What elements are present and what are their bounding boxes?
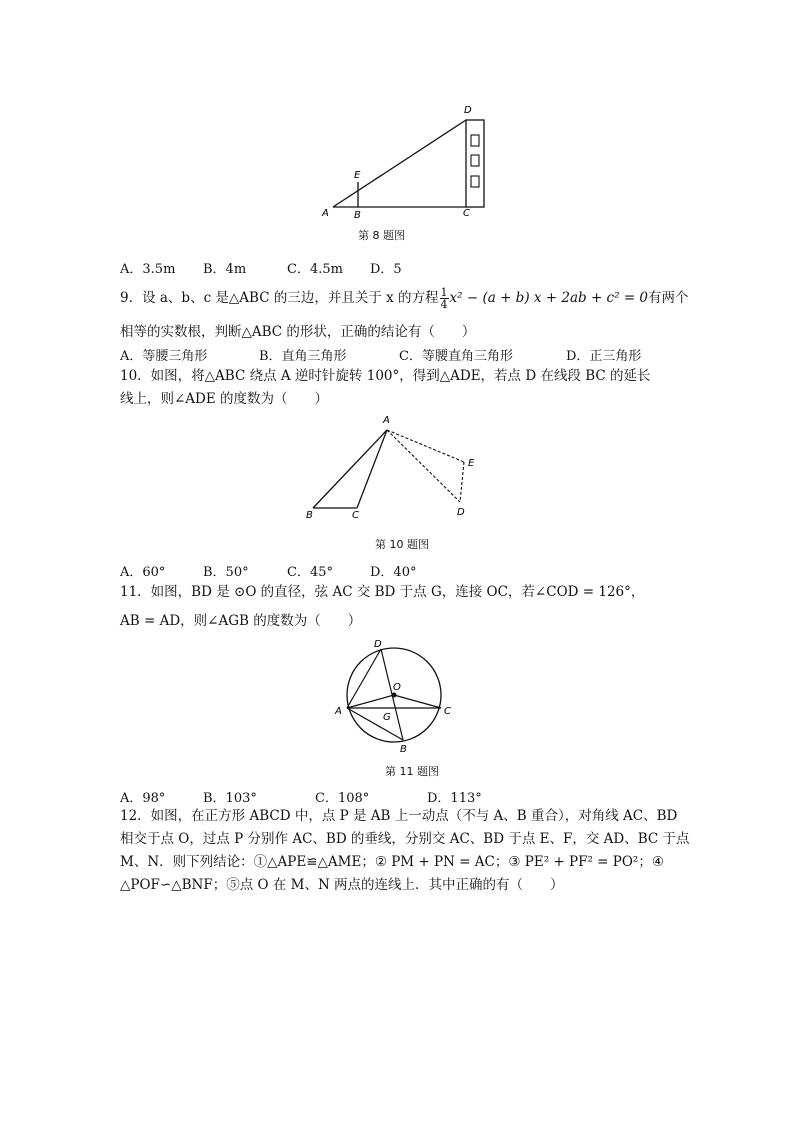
caption-q11: 第 11 题图 xyxy=(385,765,439,778)
caption-q10: 第 10 题图 xyxy=(375,538,429,551)
label-E: E xyxy=(354,170,361,181)
q12-line3: M、N．则下列结论：①△APE≌△AME；② PM + PN = AC；③ PE² + PF² = PO²；④ xyxy=(120,854,664,870)
line-AB xyxy=(313,430,387,508)
option-q8-c[interactable]: C．4.5m xyxy=(287,262,343,277)
q12-line2: 相交于点 O，过点 P 分别作 AC、BD 的垂线，分别交 AC、BD 于点 E、F，交 AD、BC 于点 xyxy=(120,831,690,847)
label-A: A xyxy=(383,415,390,426)
label-C: C xyxy=(444,706,451,717)
q12-line1: 12．如图，在正方形 ABCD 中，点 P 是 AB 上一动点（不与 A、B 重合），对角线 AC、BD xyxy=(120,808,678,824)
option-q9-c[interactable]: C．等腰直角三角形 xyxy=(399,349,513,364)
line-AC xyxy=(357,430,387,508)
caption-q8: 第 8 题图 xyxy=(358,229,405,242)
window-3 xyxy=(471,176,479,187)
q10-line1: 10．如图，将△ABC 绕点 A 逆时针旋转 100°，得到△ADE，若点 D 在线段 BC 的延长 xyxy=(120,368,651,384)
line-AD xyxy=(387,430,460,502)
line-AD xyxy=(333,120,466,207)
label-B: B xyxy=(354,210,361,221)
figure-q11 xyxy=(332,632,462,758)
label-B: B xyxy=(306,510,313,521)
q9-prefix: 9．设 a、b、c 是△ABC 的三边，并且关于 x 的方程 xyxy=(120,290,439,306)
label-C: C xyxy=(463,208,470,219)
label-E: E xyxy=(468,458,475,469)
option-q10-b[interactable]: B．50° xyxy=(203,565,249,580)
option-q10-a[interactable]: A．60° xyxy=(120,565,166,580)
option-q10-c[interactable]: C．45° xyxy=(287,565,333,580)
line-AB xyxy=(347,708,403,740)
option-q11-b[interactable]: B．103° xyxy=(203,791,257,806)
window-2 xyxy=(471,155,479,166)
figure-q10 xyxy=(298,410,498,530)
line-ED xyxy=(460,462,464,502)
label-D: D xyxy=(374,639,382,650)
option-q8-a[interactable]: A．3.5m xyxy=(120,262,176,277)
option-q8-b[interactable]: B．4m xyxy=(203,262,247,277)
window-1 xyxy=(471,135,479,146)
option-q11-a[interactable]: A．98° xyxy=(120,791,166,806)
label-C: C xyxy=(352,510,359,521)
point-O xyxy=(392,693,397,698)
label-A: A xyxy=(322,208,329,219)
label-G: G xyxy=(383,712,391,723)
building xyxy=(466,120,484,207)
figure-q8 xyxy=(310,100,490,224)
q11-line1: 11．如图，BD 是 ⊙O 的直径，弦 AC 交 BD 于点 G，连接 OC，若∠COD = 126°， xyxy=(120,584,645,600)
label-O: O xyxy=(393,682,401,693)
option-q11-d[interactable]: D．113° xyxy=(427,791,482,806)
q9-line2: 相等的实数根，判断△ABC 的形状，正确的结论有（ ） xyxy=(120,324,476,340)
q10-line2: 线上，则∠ADE 的度数为（ ） xyxy=(120,391,329,407)
line-AD xyxy=(347,649,381,708)
q9-suffix: 有两个 xyxy=(648,290,689,306)
label-B: B xyxy=(400,744,407,755)
line-OC xyxy=(394,695,441,708)
q9-frac-den: 4 xyxy=(440,298,448,311)
label-D: D xyxy=(457,507,465,518)
label-D: D xyxy=(464,105,472,116)
q12-line4: △POF∽△BNF；⑤点 O 在 M、N 两点的连线上．其中正确的有（ ） xyxy=(120,877,564,893)
line-AE xyxy=(387,430,464,462)
q11-line2: AB = AD，则∠AGB 的度数为（ ） xyxy=(120,613,362,629)
option-q8-d[interactable]: D．5 xyxy=(370,262,402,277)
option-q10-d[interactable]: D．40° xyxy=(370,565,417,580)
q9-line1 xyxy=(120,287,689,310)
option-q9-b[interactable]: B．直角三角形 xyxy=(259,349,347,364)
label-A: A xyxy=(335,706,342,717)
option-q9-d[interactable]: D．正三角形 xyxy=(566,349,642,364)
option-q9-a[interactable]: A．等腰三角形 xyxy=(120,349,208,364)
q9-equation: x² − (a + b) x + 2ab + c² = 0 xyxy=(449,290,649,306)
q9-frac-num: 1 xyxy=(440,286,448,299)
option-q11-c[interactable]: C．108° xyxy=(315,791,370,806)
q9-fraction xyxy=(440,287,449,310)
